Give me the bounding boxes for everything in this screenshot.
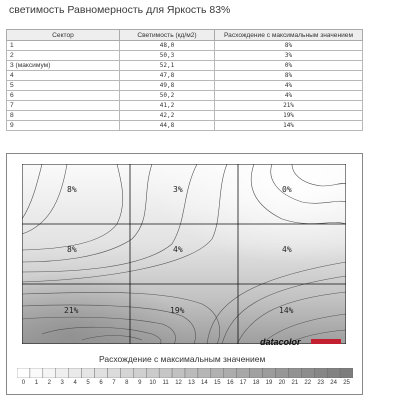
scale-tick-label: 15 xyxy=(213,380,221,386)
scale-tick-label: 18 xyxy=(252,380,260,386)
scale-tick-label: 12 xyxy=(175,380,182,386)
luminance-cell: 49,8 xyxy=(120,81,215,91)
column-header-luminance: Светимость (кд/м2) xyxy=(120,30,215,41)
scale-tick-label: 8 xyxy=(125,380,129,386)
column-header-sector: Сектор xyxy=(7,30,120,41)
scale-cell xyxy=(314,368,327,378)
scale-cell xyxy=(250,368,263,378)
scale-tick-label: 19 xyxy=(265,380,273,386)
legend-title: Расхождение с максимальным значением xyxy=(99,354,266,364)
luminance-cell: 52,1 xyxy=(120,61,215,71)
sector-cell: 2 xyxy=(7,51,120,61)
scale-tick-label: 7 xyxy=(112,380,116,386)
table-row xyxy=(7,101,363,111)
scale-cell xyxy=(133,368,146,378)
scale-cell xyxy=(43,368,56,378)
sector-cell: 9 xyxy=(7,121,120,131)
scale-cell xyxy=(263,368,276,378)
scale-tick-label: 13 xyxy=(188,380,195,386)
scale-tick-label: 0 xyxy=(21,380,26,386)
scale-cell xyxy=(211,368,224,378)
luminance-cell: 50,2 xyxy=(120,91,215,101)
scale-tick-label: 11 xyxy=(162,380,169,386)
scale-cell xyxy=(237,368,250,378)
scale-tick-label: 6 xyxy=(99,380,103,386)
deviation-cell: 19% xyxy=(215,111,363,121)
luminance-cell: 44,8 xyxy=(120,121,215,131)
sector-cell: 1 xyxy=(7,41,120,51)
table-row xyxy=(7,121,363,131)
luminance-cell: 48,0 xyxy=(120,41,215,51)
sector-7-label: 21% xyxy=(64,306,79,315)
sector-4-label: 8% xyxy=(67,245,77,254)
sector-9-label: 14% xyxy=(279,306,294,315)
sector-2-label: 3% xyxy=(173,185,183,194)
sector-8-label: 19% xyxy=(170,306,185,315)
sector-6-label: 4% xyxy=(282,245,292,254)
scale-cell xyxy=(30,368,43,378)
table-row xyxy=(7,71,363,81)
scale-tick-label: 5 xyxy=(86,380,90,386)
scale-tick-label: 24 xyxy=(330,380,337,386)
scale-cell xyxy=(17,368,30,378)
sector-cell: 5 xyxy=(7,81,120,91)
scale-cell xyxy=(146,368,159,378)
scale-cell xyxy=(340,368,353,378)
table-row xyxy=(7,61,363,71)
scale-cell xyxy=(82,368,95,378)
scale-cell xyxy=(288,368,301,378)
scale-cell xyxy=(69,368,82,378)
sector-cell: 4 xyxy=(7,71,120,81)
deviation-cell: 3% xyxy=(215,51,363,61)
scale-cell xyxy=(224,368,237,378)
scale-tick-label: 3 xyxy=(60,380,64,386)
scale-tick-label: 14 xyxy=(201,380,208,386)
deviation-cell: 21% xyxy=(215,101,363,111)
scale-cell xyxy=(159,368,172,378)
table-row xyxy=(7,41,363,51)
luminance-cell: 41,2 xyxy=(120,101,215,111)
datacolor-logo-bar xyxy=(311,339,341,344)
sector-cell: 6 xyxy=(7,91,120,101)
sector-cell: 7 xyxy=(7,101,120,111)
scale-tick-label: 21 xyxy=(291,380,299,386)
scale-tick-label: 10 xyxy=(149,380,157,386)
sector-5-label: 4% xyxy=(173,245,183,254)
uniformity-map-panel xyxy=(6,153,363,395)
scale-tick-label: 17 xyxy=(239,380,247,386)
luminance-cell: 47,8 xyxy=(120,71,215,81)
column-header-deviation: Расхождение с максимальным значением xyxy=(215,30,363,41)
deviation-cell: 4% xyxy=(215,81,363,91)
page-title: светимость Равномерность для Яркость 83% xyxy=(9,4,231,16)
scale-cell xyxy=(327,368,340,378)
sector-cell: 3 (максимум) xyxy=(7,61,120,71)
table-header-row xyxy=(7,30,363,41)
scale-tick-label: 16 xyxy=(226,380,234,386)
scale-cell xyxy=(185,368,198,378)
scale-tick-label: 25 xyxy=(343,380,350,386)
uniformity-table xyxy=(6,29,363,131)
sector-1-label: 8% xyxy=(67,185,77,194)
luminance-cell: 42,2 xyxy=(120,111,215,121)
scale-tick-label: 1 xyxy=(34,380,39,386)
scale-cell xyxy=(172,368,185,378)
table-row xyxy=(7,91,363,101)
scale-tick-label: 4 xyxy=(73,380,77,386)
scale-cell xyxy=(95,368,108,378)
scale-tick-label: 23 xyxy=(317,380,325,386)
table-row xyxy=(7,51,363,61)
scale-tick-label: 2 xyxy=(47,380,51,386)
scale-cell xyxy=(275,368,288,378)
scale-cell xyxy=(107,368,120,378)
deviation-cell: 8% xyxy=(215,71,363,81)
table-row xyxy=(7,111,363,121)
deviation-cell: 0% xyxy=(215,61,363,71)
scale-cell xyxy=(120,368,133,378)
deviation-color-scale xyxy=(17,368,353,378)
table-row xyxy=(7,81,363,91)
scale-tick-label: 20 xyxy=(278,380,286,386)
deviation-cell: 4% xyxy=(215,91,363,101)
scale-cell xyxy=(198,368,211,378)
scale-tick-label: 22 xyxy=(304,380,312,386)
sector-3-label: 0% xyxy=(282,185,292,194)
scale-tick-labels xyxy=(17,380,353,390)
datacolor-logo: datacolor xyxy=(260,337,301,347)
scale-tick-label: 9 xyxy=(138,380,142,386)
luminance-cell: 50,3 xyxy=(120,51,215,61)
scale-cell xyxy=(56,368,69,378)
deviation-cell: 14% xyxy=(215,121,363,131)
sector-cell: 8 xyxy=(7,111,120,121)
deviation-cell: 8% xyxy=(215,41,363,51)
scale-cell xyxy=(301,368,314,378)
